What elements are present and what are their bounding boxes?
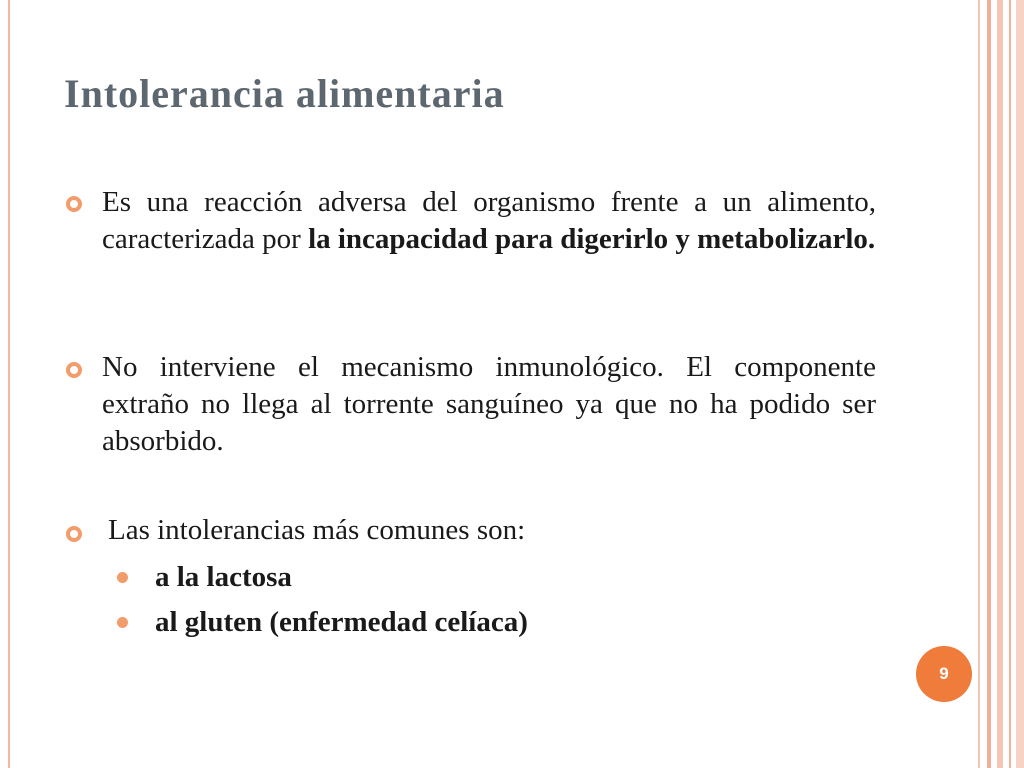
bullet-text-bold: la incapacidad para digerirlo y metabolizarlo. bbox=[308, 223, 876, 255]
left-border-line bbox=[8, 0, 10, 768]
bullet-text: Las intolerancias más comunes son: bbox=[108, 514, 526, 546]
sub-bullet-dot-icon bbox=[117, 617, 128, 628]
bullet-ring-icon bbox=[66, 196, 82, 212]
sub-bullet-text: a la lactosa bbox=[155, 561, 292, 593]
right-border-line bbox=[978, 0, 980, 768]
right-border-line bbox=[997, 0, 1003, 768]
right-border-line bbox=[1016, 0, 1024, 768]
page-number-badge: 9 bbox=[916, 646, 972, 702]
bullet-text-regular: Es una reacción adversa del organismo frente a un alimento, caracterizada por bbox=[102, 186, 876, 255]
right-border-line bbox=[987, 0, 991, 768]
right-border-line bbox=[1009, 0, 1011, 768]
bullet-text: No interviene el mecanismo inmunológico. El componente extraño no llega al torrente sanguíneo ya que no ha podido ser absorbido. bbox=[102, 351, 876, 457]
sub-bullet-dot-icon bbox=[117, 572, 128, 583]
sub-bullet-text: al gluten (enfermedad celíaca) bbox=[155, 606, 528, 638]
bullet-text bbox=[102, 184, 876, 258]
slide-title: Intolerancia alimentaria bbox=[64, 71, 505, 116]
bullet-ring-icon bbox=[66, 362, 82, 378]
bullet-ring-icon bbox=[66, 526, 82, 542]
